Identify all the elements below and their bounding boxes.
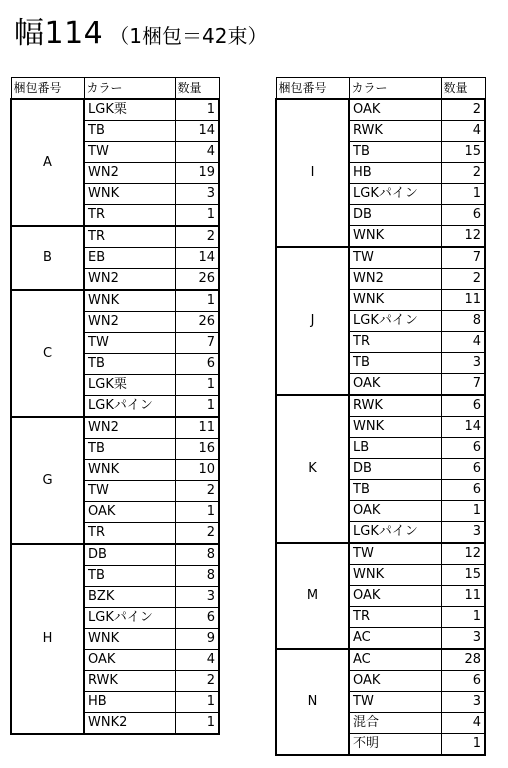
bundle-id-cell: N — [276, 649, 349, 755]
qty-cell: 19 — [175, 163, 219, 184]
header-qty: 数量 — [441, 78, 485, 100]
qty-cell: 11 — [175, 417, 219, 439]
color-cell: WN2 — [84, 417, 175, 439]
header-color: カラー — [84, 78, 175, 100]
qty-cell: 4 — [175, 142, 219, 163]
qty-cell: 6 — [175, 354, 219, 375]
color-cell: HB — [84, 692, 175, 713]
qty-cell: 2 — [175, 523, 219, 545]
table-row — [11, 99, 219, 121]
qty-cell: 3 — [441, 522, 485, 544]
qty-cell: 6 — [441, 459, 485, 480]
qty-cell: 1 — [175, 396, 219, 418]
qty-cell: 3 — [175, 184, 219, 205]
qty-cell: 1 — [175, 502, 219, 523]
color-cell: LGK栗 — [84, 99, 175, 121]
qty-cell: 1 — [175, 375, 219, 396]
qty-cell: 3 — [441, 628, 485, 650]
color-cell: WNK — [84, 290, 175, 312]
qty-cell: 6 — [441, 205, 485, 226]
bundle-id-cell: J — [276, 247, 349, 395]
color-cell: RWK — [84, 671, 175, 692]
header-bundle: 梱包番号 — [276, 78, 349, 100]
color-cell: TW — [84, 142, 175, 163]
color-cell: DB — [349, 459, 441, 480]
qty-cell: 9 — [175, 629, 219, 650]
qty-cell: 2 — [441, 99, 485, 121]
color-cell: WNK — [84, 184, 175, 205]
qty-cell: 4 — [441, 713, 485, 734]
qty-cell: 11 — [441, 586, 485, 607]
qty-cell: 4 — [441, 121, 485, 142]
color-cell: TR — [84, 523, 175, 545]
color-cell: OAK — [349, 586, 441, 607]
bundle-id-cell: K — [276, 395, 349, 543]
qty-cell: 14 — [441, 417, 485, 438]
bundle-id-cell: H — [11, 544, 84, 734]
color-cell: WNK — [84, 629, 175, 650]
qty-cell: 3 — [175, 587, 219, 608]
color-cell: OAK — [349, 374, 441, 396]
color-cell: DB — [84, 544, 175, 566]
color-cell: AC — [349, 628, 441, 650]
bundle-table-left — [10, 77, 220, 735]
bundle-id-cell: G — [11, 417, 84, 544]
header-row — [11, 78, 219, 100]
qty-cell: 3 — [441, 353, 485, 374]
qty-cell: 28 — [441, 649, 485, 671]
qty-cell: 6 — [441, 395, 485, 417]
color-cell: LGKパイン — [84, 396, 175, 418]
color-cell: TB — [349, 480, 441, 501]
table-row — [276, 99, 485, 121]
table-row — [276, 543, 485, 565]
qty-cell: 1 — [175, 99, 219, 121]
color-cell: TB — [84, 566, 175, 587]
color-cell: HB — [349, 163, 441, 184]
color-cell: WN2 — [349, 269, 441, 290]
color-cell: TB — [349, 353, 441, 374]
color-cell: AC — [349, 649, 441, 671]
color-cell: LGK栗 — [84, 375, 175, 396]
qty-cell: 14 — [175, 121, 219, 142]
color-cell: OAK — [349, 671, 441, 692]
bundle-id-cell: M — [276, 543, 349, 649]
header-bundle: 梱包番号 — [11, 78, 84, 100]
color-cell: 不明 — [349, 734, 441, 756]
color-cell: TW — [349, 543, 441, 565]
color-cell: WN2 — [84, 163, 175, 184]
qty-cell: 1 — [175, 290, 219, 312]
qty-cell: 7 — [441, 374, 485, 396]
color-cell: LGKパイン — [84, 608, 175, 629]
qty-cell: 1 — [441, 734, 485, 756]
color-cell: OAK — [84, 650, 175, 671]
qty-cell: 15 — [441, 565, 485, 586]
qty-cell: 8 — [175, 566, 219, 587]
page-title — [14, 8, 268, 51]
color-cell: LB — [349, 438, 441, 459]
color-cell: WNK — [349, 417, 441, 438]
color-cell: WNK — [84, 460, 175, 481]
qty-cell: 8 — [175, 544, 219, 566]
color-cell: TW — [349, 247, 441, 269]
header-row — [276, 78, 485, 100]
color-cell: TB — [349, 142, 441, 163]
table-row — [276, 649, 485, 671]
color-cell: WNK — [349, 290, 441, 311]
qty-cell: 3 — [441, 692, 485, 713]
color-cell: TB — [84, 121, 175, 142]
color-cell: TB — [84, 439, 175, 460]
color-cell: DB — [349, 205, 441, 226]
color-cell: WN2 — [84, 269, 175, 291]
qty-cell: 11 — [441, 290, 485, 311]
color-cell: TW — [349, 692, 441, 713]
title-main: 幅114 — [14, 16, 104, 51]
qty-cell: 2 — [175, 226, 219, 248]
color-cell: BZK — [84, 587, 175, 608]
qty-cell: 14 — [175, 248, 219, 269]
qty-cell: 6 — [441, 480, 485, 501]
qty-cell: 1 — [441, 501, 485, 522]
table-row — [11, 226, 219, 248]
color-cell: TR — [349, 332, 441, 353]
table-body-left — [11, 99, 219, 734]
qty-cell: 16 — [175, 439, 219, 460]
color-cell: OAK — [84, 502, 175, 523]
color-cell: TR — [84, 226, 175, 248]
qty-cell: 6 — [441, 671, 485, 692]
bundle-table-right — [275, 77, 486, 756]
color-cell: WNK — [349, 226, 441, 248]
title-sub: （1梱包＝42束） — [109, 24, 268, 48]
bundle-id-cell: B — [11, 226, 84, 290]
qty-cell: 7 — [175, 333, 219, 354]
qty-cell: 8 — [441, 311, 485, 332]
table-body-right — [276, 99, 485, 755]
color-cell: RWK — [349, 121, 441, 142]
table-row — [276, 247, 485, 269]
color-cell: RWK — [349, 395, 441, 417]
color-cell: TW — [84, 333, 175, 354]
table-row — [11, 544, 219, 566]
color-cell: LGKパイン — [349, 311, 441, 332]
qty-cell: 1 — [175, 205, 219, 227]
qty-cell: 1 — [441, 607, 485, 628]
color-cell: OAK — [349, 99, 441, 121]
table-row — [11, 290, 219, 312]
qty-cell: 2 — [441, 163, 485, 184]
color-cell: TR — [349, 607, 441, 628]
qty-cell: 2 — [441, 269, 485, 290]
color-cell: WNK2 — [84, 713, 175, 735]
qty-cell: 12 — [441, 543, 485, 565]
qty-cell: 1 — [175, 713, 219, 735]
color-cell: TW — [84, 481, 175, 502]
qty-cell: 12 — [441, 226, 485, 248]
bundle-id-cell: I — [276, 99, 349, 247]
qty-cell: 1 — [441, 184, 485, 205]
color-cell: TB — [84, 354, 175, 375]
qty-cell: 6 — [441, 438, 485, 459]
qty-cell: 4 — [441, 332, 485, 353]
color-cell: WN2 — [84, 312, 175, 333]
qty-cell: 4 — [175, 650, 219, 671]
color-cell: OAK — [349, 501, 441, 522]
color-cell: TR — [84, 205, 175, 227]
color-cell: LGKパイン — [349, 522, 441, 544]
qty-cell: 2 — [175, 481, 219, 502]
header-qty: 数量 — [175, 78, 219, 100]
table-row — [276, 395, 485, 417]
qty-cell: 10 — [175, 460, 219, 481]
color-cell: 混合 — [349, 713, 441, 734]
color-cell: EB — [84, 248, 175, 269]
bundle-id-cell: C — [11, 290, 84, 417]
color-cell: LGKパイン — [349, 184, 441, 205]
bundle-id-cell: A — [11, 99, 84, 226]
qty-cell: 2 — [175, 671, 219, 692]
qty-cell: 15 — [441, 142, 485, 163]
qty-cell: 7 — [441, 247, 485, 269]
header-color: カラー — [349, 78, 441, 100]
qty-cell: 6 — [175, 608, 219, 629]
color-cell: WNK — [349, 565, 441, 586]
qty-cell: 26 — [175, 312, 219, 333]
table-row — [11, 417, 219, 439]
qty-cell: 1 — [175, 692, 219, 713]
qty-cell: 26 — [175, 269, 219, 291]
